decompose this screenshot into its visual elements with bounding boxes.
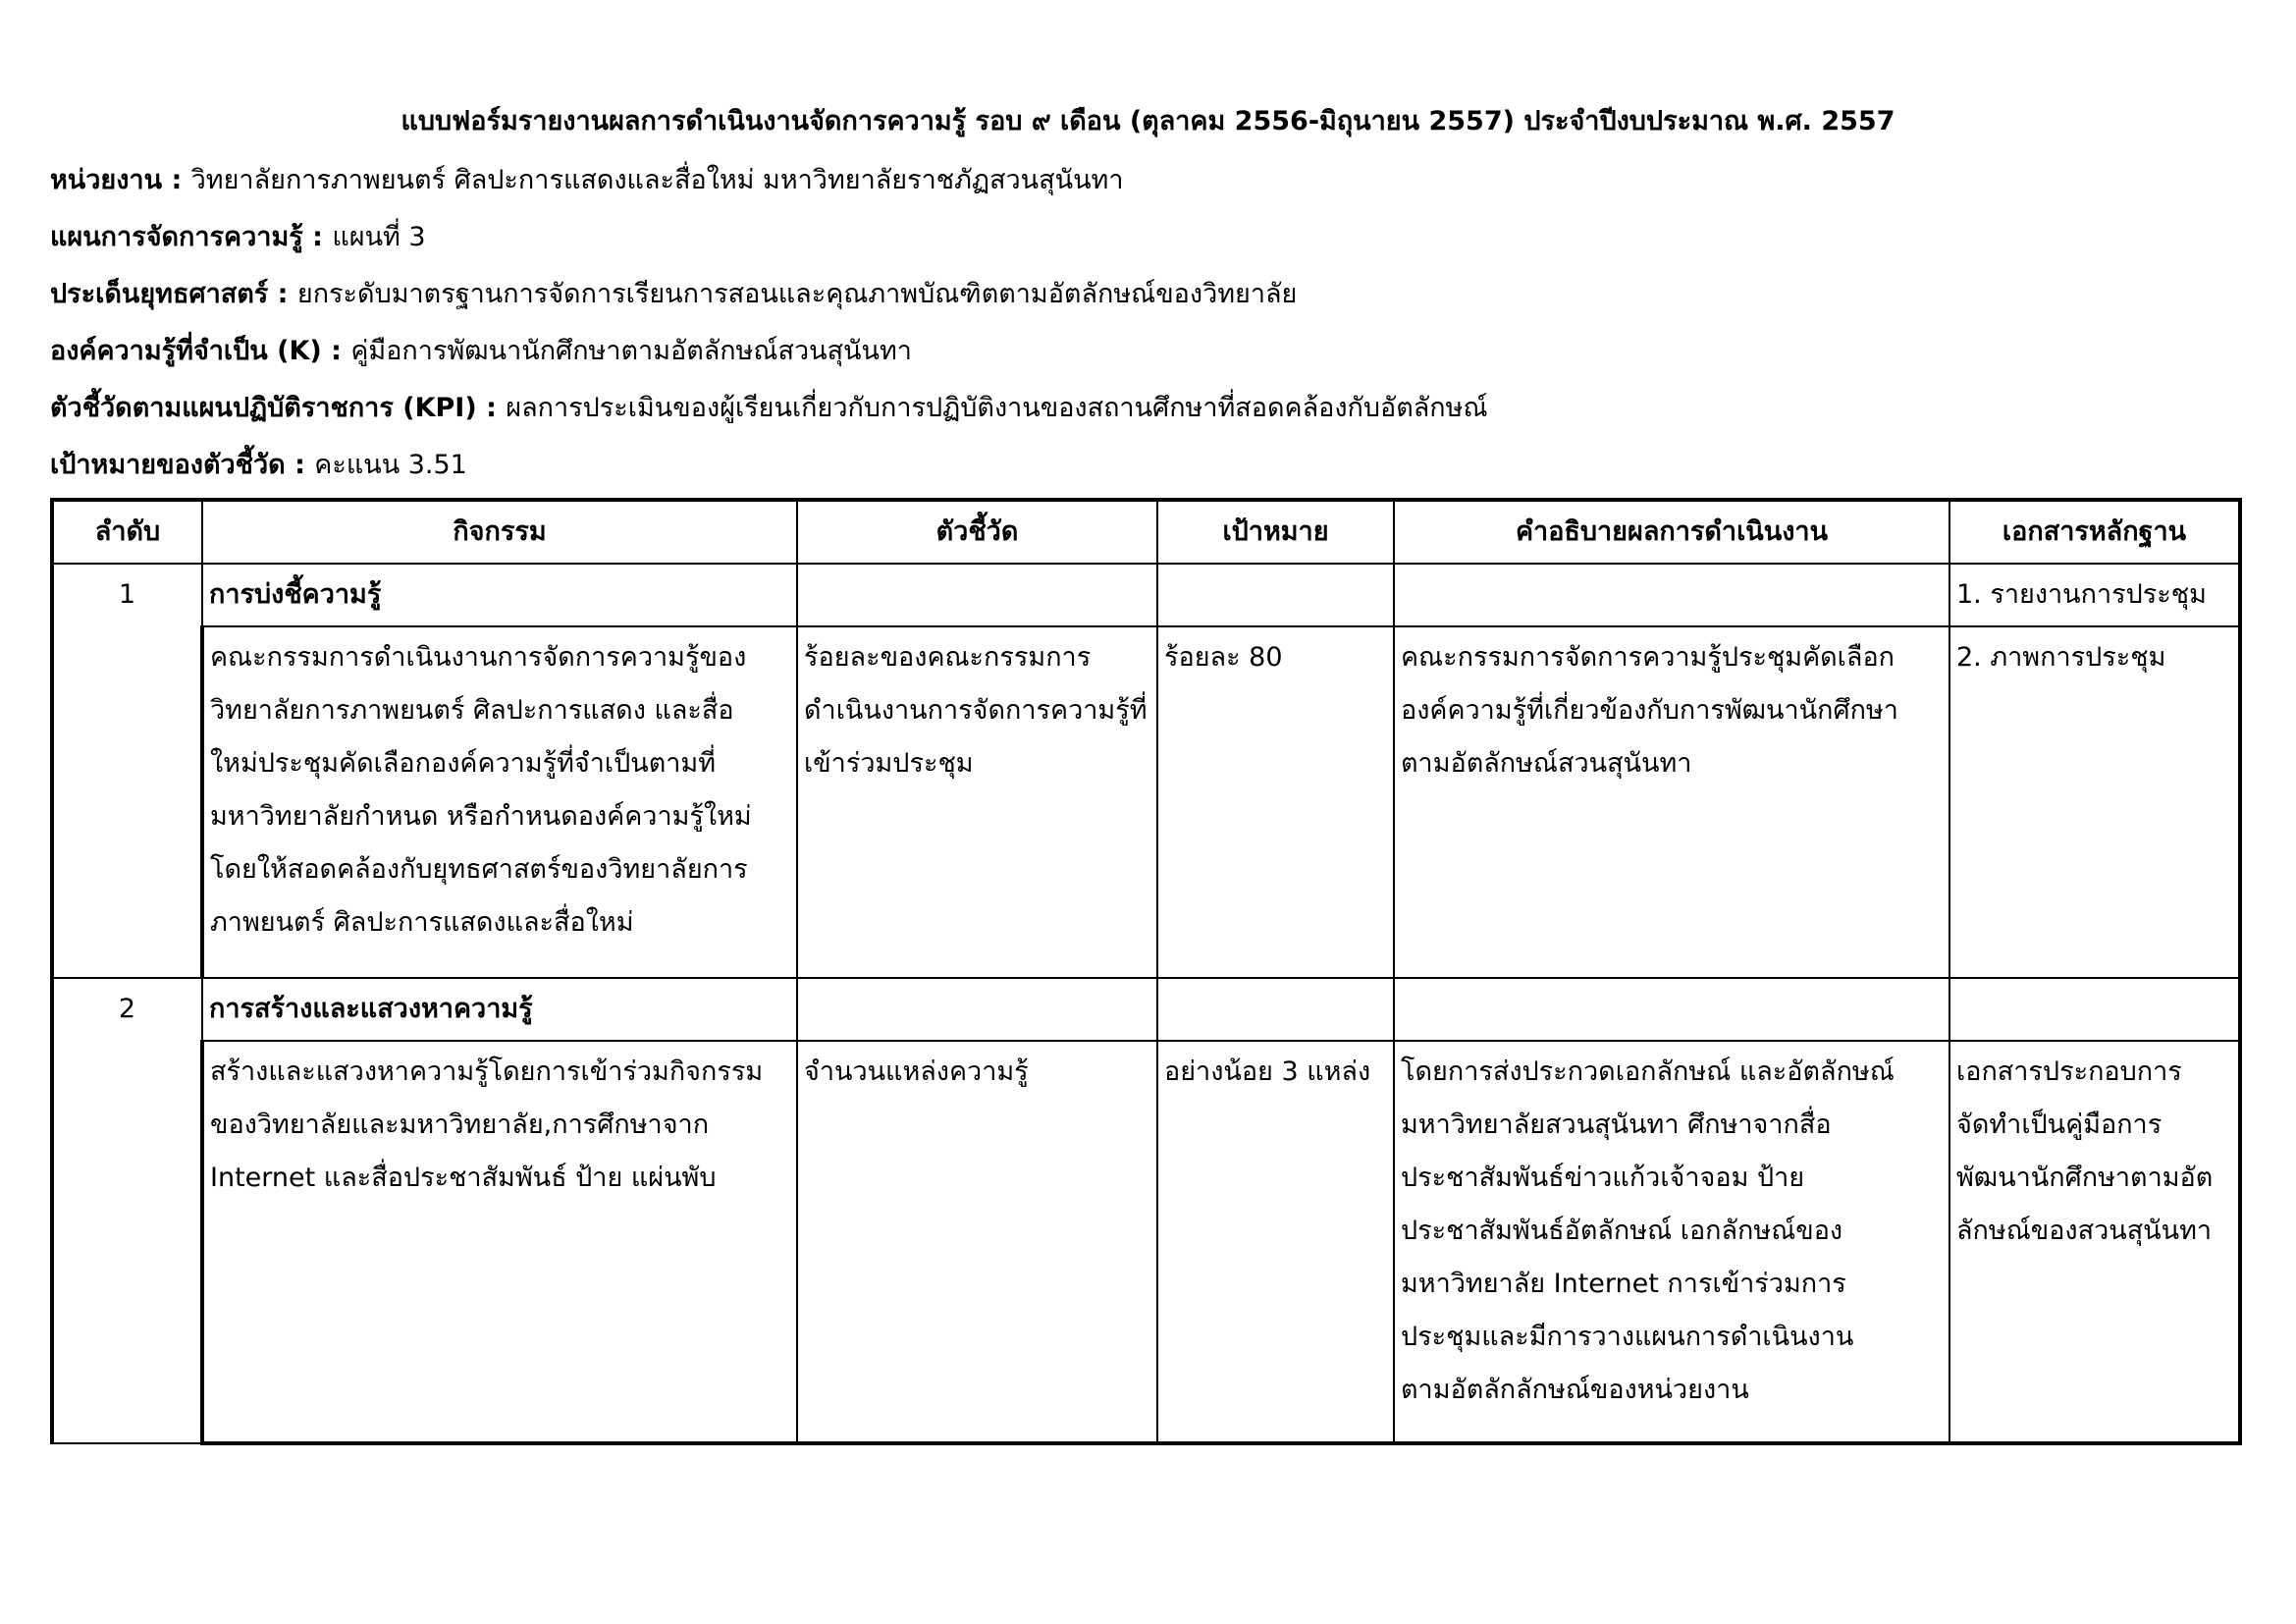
field-unit-label: หน่วยงาน : <box>50 165 191 195</box>
field-strategy <box>50 271 2239 318</box>
field-plan-label: แผนการจัดการความรู้ : <box>50 222 333 252</box>
field-strategy-value: ยกระดับมาตรฐานการจัดการเรียนการสอนและคุณภาพบัณฑิตตามอัตลักษณ์ของวิทยาลัย <box>296 279 1298 309</box>
field-target-value: คะแนน 3.51 <box>314 450 467 480</box>
table-row <box>52 626 2240 978</box>
group-evidence: 1. รายงานการประชุม <box>1949 564 2240 626</box>
field-plan <box>50 214 2239 261</box>
empty-cell <box>1394 978 1949 1041</box>
table-row <box>52 978 2240 1041</box>
target-cell: อย่างน้อย 3 แหล่ง <box>1157 1041 1394 1443</box>
header-target: เป้าหมาย <box>1157 500 1394 564</box>
empty-cell <box>1157 564 1394 626</box>
report-table <box>50 498 2242 1445</box>
header-no: ลำดับ <box>52 500 202 564</box>
header-activity: กิจกรรม <box>202 500 797 564</box>
empty-cell <box>797 564 1157 626</box>
description-cell: โดยการส่งประกวดเอกลักษณ์ และอัตลักษณ์ มหาวิทยาลัยสวนสุนันทา ศึกษาจากสื่อ ประชาสัมพันธ์ข่าวแก้วเจ้าจอม ป้าย ประชาสัมพันธ์อัตลักษณ์ เอกลักษณ์ของ มหาวิทยาลัย Internet การเข้าร่วมการ ประชุมและมีการวางแผนการดำเนินงาน ตามอัตลักลักษณ์ของหน่วยงาน <box>1394 1041 1949 1443</box>
table-header-row <box>52 500 2240 564</box>
field-kpi-value: ผลการประเมินของผู้เรียนเกี่ยวกับการปฏิบัติงานของสถานศึกษาที่สอดคล้องกับอัตลักษณ์ <box>506 393 1488 423</box>
group-heading: การบ่งชี้ความรู้ <box>202 564 797 626</box>
field-target <box>50 442 2239 489</box>
description-cell: คณะกรรมการจัดการความรู้ประชุมคัดเลือก องค์ความรู้ที่เกี่ยวข้องกับการพัฒนานักศึกษา ตามอัตลักษณ์สวนสุนันทา <box>1394 626 1949 978</box>
target-cell: ร้อยละ 80 <box>1157 626 1394 978</box>
field-strategy-label: ประเด็นยุทธศาสตร์ : <box>50 279 297 309</box>
field-plan-value: แผนที่ 3 <box>332 222 426 252</box>
indicator-cell: ร้อยละของคณะกรรมการ ดำเนินงานการจัดการความรู้ที่ เข้าร่วมประชุม <box>797 626 1157 978</box>
field-target-label: เป้าหมายของตัวชี้วัด : <box>50 450 315 480</box>
evidence-cell: เอกสารประกอบการ จัดทำเป็นคู่มือการ พัฒนานักศึกษาตามอัต ลักษณ์ของสวนสุนันทา <box>1949 1041 2240 1443</box>
row-number: 1 <box>52 564 202 978</box>
table-row <box>52 1041 2240 1443</box>
field-unit-value: วิทยาลัยการภาพยนตร์ ศิลปะการแสดงและสื่อใหม่ มหาวิทยาลัยราชภัฏสวนสุนันทา <box>190 165 1124 195</box>
field-unit <box>50 157 2239 204</box>
empty-cell <box>797 978 1157 1041</box>
field-kpi-label: ตัวชี้วัดตามแผนปฏิบัติราชการ (KPI) : <box>50 393 507 423</box>
document-title: แบบฟอร์มรายงานผลการดำเนินงานจัดการความรู้ รอบ ๙ เดือน (ตุลาคม 2556-มิถุนายน 2557) ประจำปีงบประมาณ พ.ศ. 2557 <box>400 106 1896 136</box>
header-indicator: ตัวชี้วัด <box>797 500 1157 564</box>
field-kpi <box>50 385 2239 432</box>
group-heading: การสร้างและแสวงหาความรู้ <box>202 978 797 1041</box>
field-knowledge <box>50 328 2239 375</box>
empty-cell <box>1394 564 1949 626</box>
header-description: คำอธิบายผลการดำเนินงาน <box>1394 500 1949 564</box>
field-knowledge-value: คู่มือการพัฒนานักศึกษาตามอัตลักษณ์สวนสุนันทา <box>350 336 912 366</box>
empty-cell <box>1157 978 1394 1041</box>
activity-cell: สร้างและแสวงหาความรู้โดยการเข้าร่วมกิจกรรม ของวิทยาลัยและมหาวิทยาลัย,การศึกษาจาก Internet และสื่อประชาสัมพันธ์ ป้าย แผ่นพับ <box>202 1041 797 1443</box>
table-row <box>52 564 2240 626</box>
field-knowledge-label: องค์ความรู้ที่จำเป็น (K) : <box>50 336 351 366</box>
evidence-cell: 2. ภาพการประชุม <box>1949 626 2240 978</box>
indicator-cell: จำนวนแหล่งความรู้ <box>797 1041 1157 1443</box>
group-evidence <box>1949 978 2240 1041</box>
row-number: 2 <box>52 978 202 1443</box>
activity-cell: คณะกรรมการดำเนินงานการจัดการความรู้ของ วิทยาลัยการภาพยนตร์ ศิลปะการแสดง และสื่อ ใหม่ประชุมคัดเลือกองค์ความรู้ที่จำเป็นตามที่ มหาวิทยาลัยกำหนด หรือกำหนดองค์ความรู้ใหม่ โดยให้สอดคล้องกับยุทธศาสตร์ของวิทยาลัยการ ภาพยนตร์ ศิลปะการแสดงและสื่อใหม่ <box>202 626 797 978</box>
header-evidence: เอกสารหลักฐาน <box>1949 500 2240 564</box>
